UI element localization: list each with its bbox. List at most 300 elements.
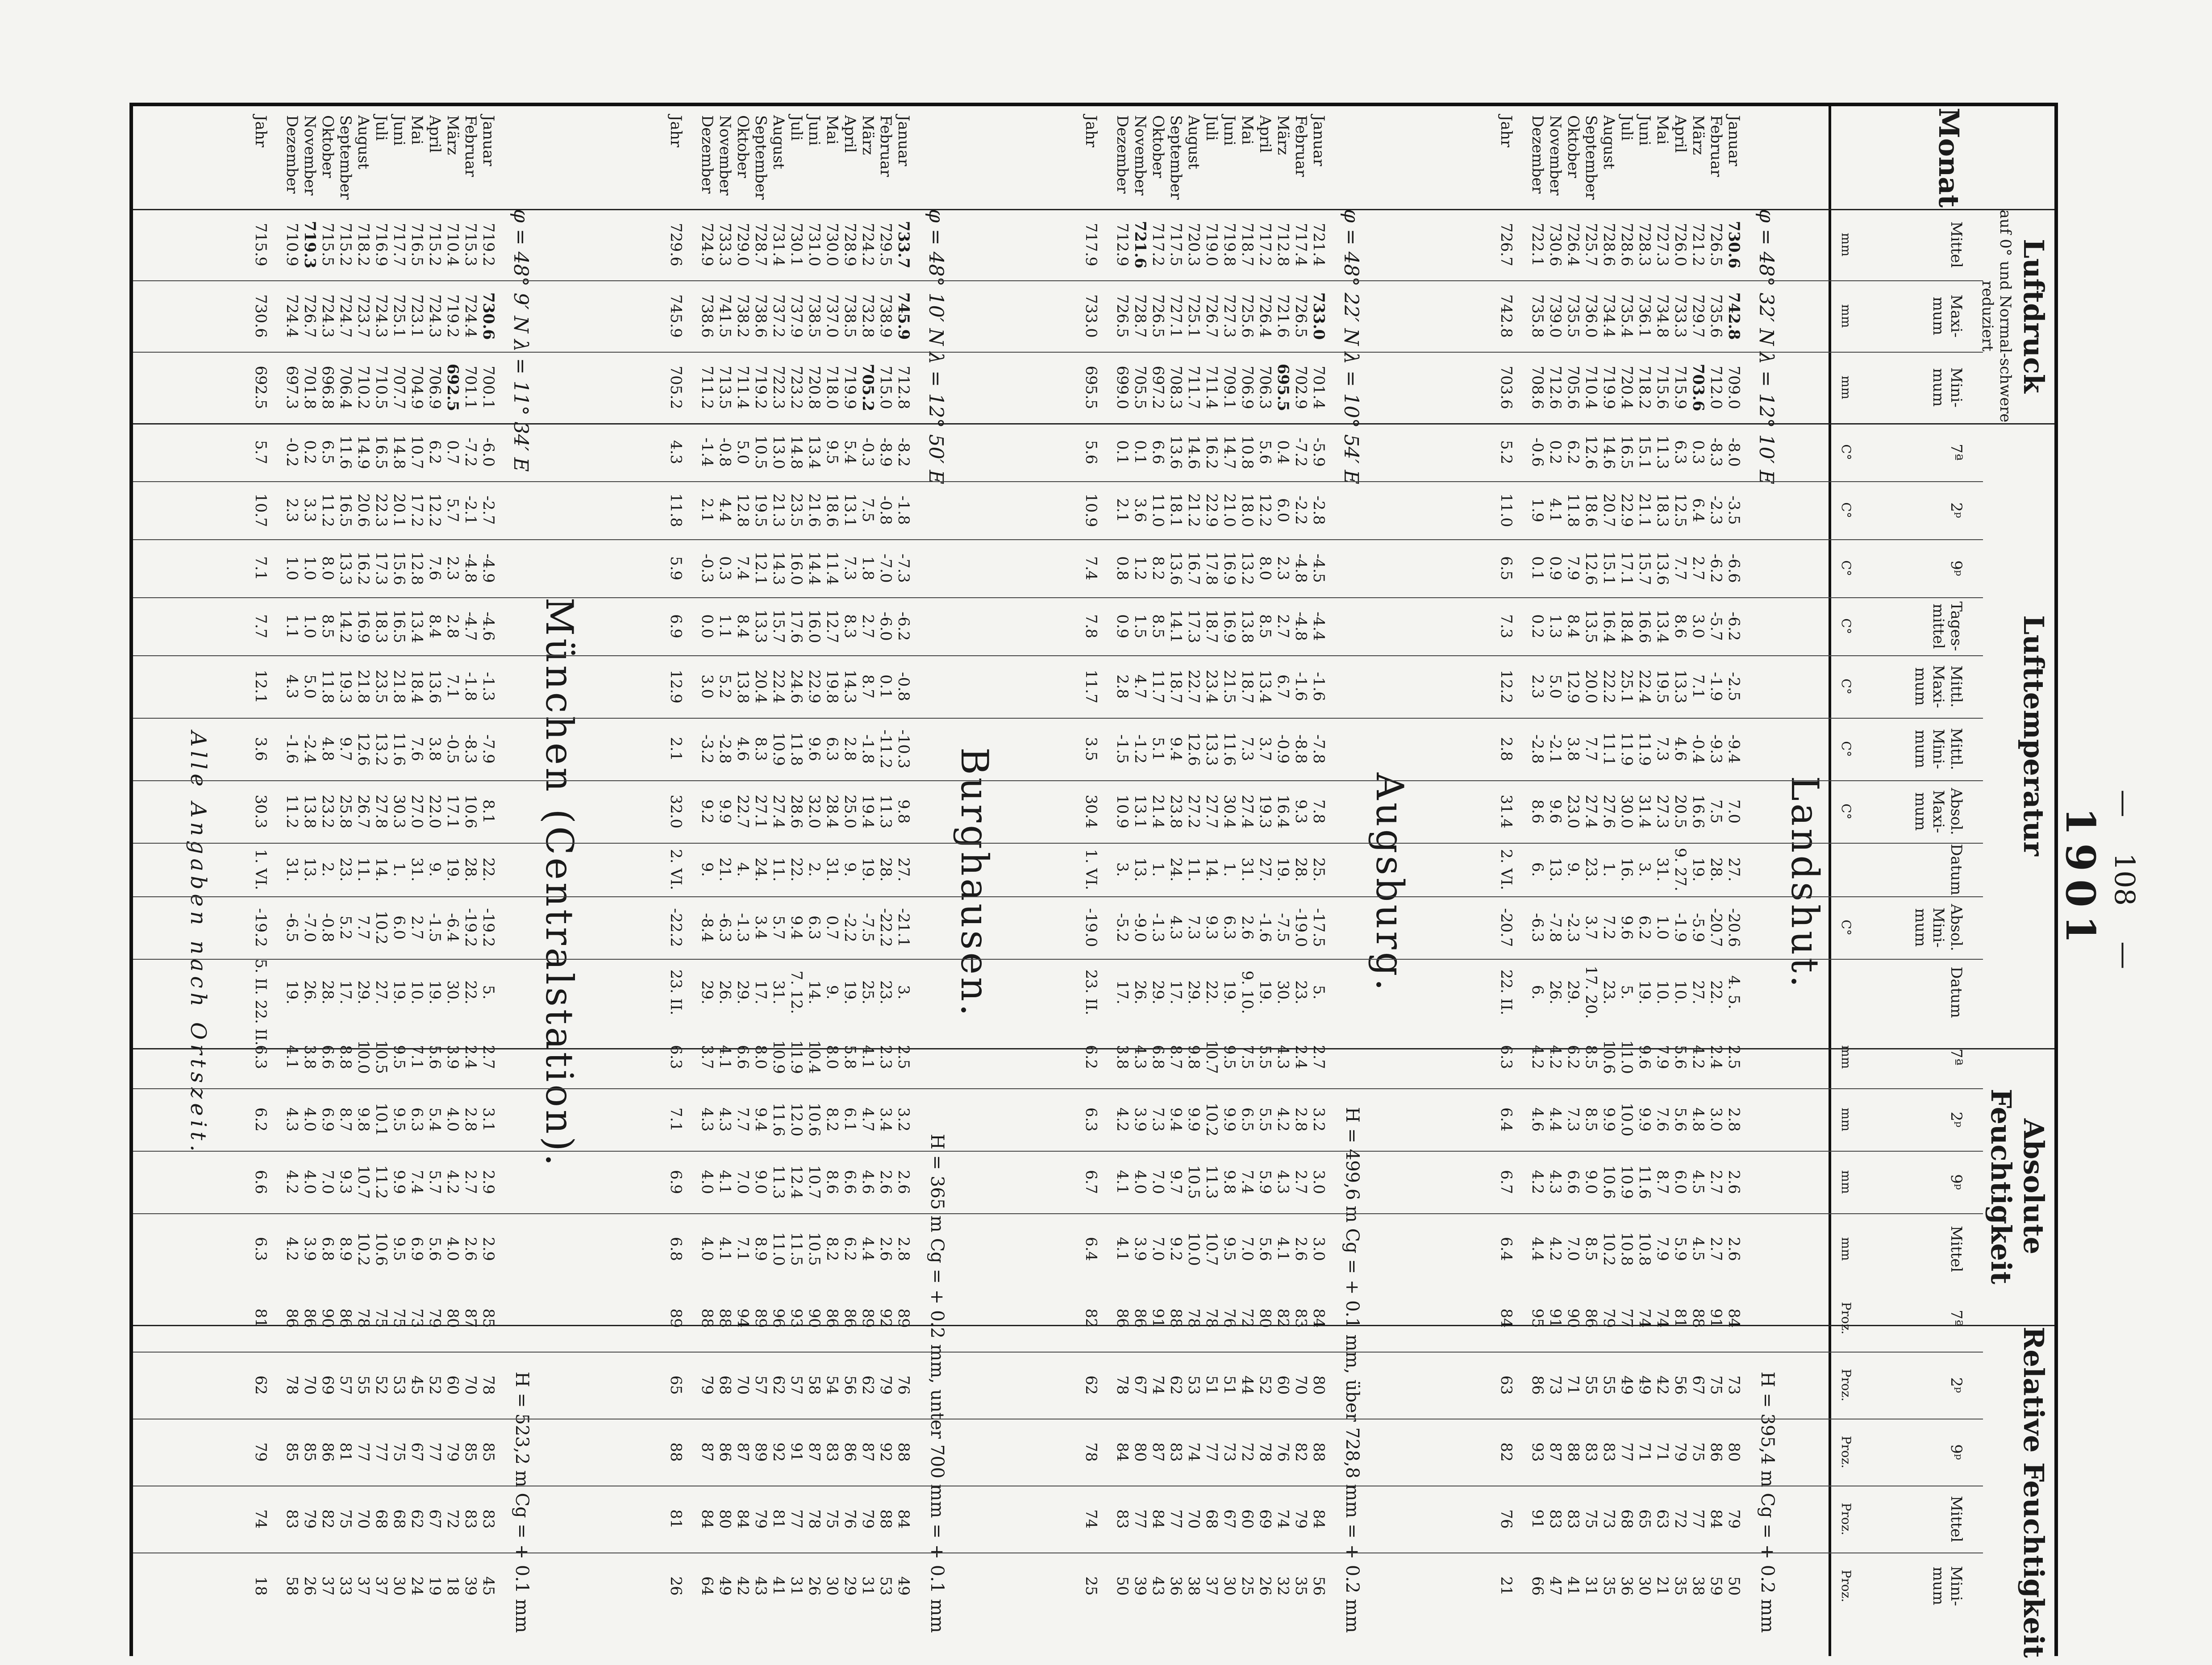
table-cell: 2.6 <box>1238 915 1256 940</box>
table-cell: -4.8 <box>1292 612 1310 641</box>
table-cell: 23. II. <box>1082 969 1100 1016</box>
table-cell: 0.3 <box>716 556 734 581</box>
table-cell: 10.2 <box>372 911 390 945</box>
table-cell: 4.8 <box>319 737 337 762</box>
table-cell: 9.6 <box>805 737 823 762</box>
unit-4: C° <box>1839 502 1854 518</box>
table-cell: 6.9 <box>408 1236 426 1261</box>
table-cell: 23. <box>877 980 895 1005</box>
table-cell: 17.1 <box>444 795 462 828</box>
table-cell: 4.1 <box>716 1236 734 1261</box>
table-cell: 92 <box>877 1308 895 1328</box>
table-cell: 22. <box>1707 980 1725 1005</box>
table-cell: 31. <box>408 857 426 882</box>
table-cell: 717.2 <box>1256 223 1274 266</box>
table-cell: 3.9 <box>301 1236 319 1261</box>
table-cell: 53 <box>877 1576 895 1596</box>
table-cell: 10.2 <box>1203 1103 1221 1136</box>
column-divider <box>133 1088 1983 1089</box>
table-cell: 78 <box>479 1375 497 1395</box>
table-cell: -2.8 <box>1529 734 1546 764</box>
table-cell: 31. <box>283 857 301 882</box>
table-cell: 10.7 <box>805 1165 823 1199</box>
table-cell: 52 <box>1256 1375 1274 1395</box>
table-cell: 713.5 <box>716 366 734 409</box>
subheader-19: 9ᵖ <box>1947 1444 1965 1460</box>
table-cell: 79 <box>1600 1308 1618 1328</box>
table-cell: 6.2 <box>1082 1045 1100 1070</box>
month-label: Jahr <box>252 115 270 148</box>
table-cell: 80 <box>1310 1375 1328 1395</box>
table-cell: 90 <box>805 1308 823 1328</box>
month-label: April <box>426 115 444 153</box>
table-cell: 4.8 <box>1689 1107 1707 1132</box>
table-cell: -19.0 <box>1292 908 1310 947</box>
month-label: Mai <box>823 115 841 145</box>
table-cell: 6.7 <box>1274 674 1292 699</box>
table-cell: 717.4 <box>1292 223 1310 266</box>
table-cell: 742.8 <box>1497 294 1515 338</box>
table-cell: 7.8 <box>1310 799 1328 824</box>
table-cell: 5.7 <box>252 440 270 465</box>
table-cell: 2.7 <box>1292 1170 1310 1195</box>
page-number: 108 <box>2108 853 2141 906</box>
table-cell: 57 <box>337 1375 354 1395</box>
table-cell: 739.0 <box>1546 294 1564 338</box>
table-cell: 85 <box>462 1442 479 1462</box>
table-cell: 8.5 <box>1582 1045 1600 1070</box>
subheader-12: Datum <box>1947 966 1965 1018</box>
table-cell: 13.4 <box>1654 609 1671 643</box>
table-cell: 28.4 <box>823 795 841 828</box>
table-cell: -4.9 <box>479 554 497 583</box>
table-cell: 13. <box>301 857 319 882</box>
table-cell: -4.7 <box>462 612 479 641</box>
table-cell: 0.1 <box>1113 440 1131 465</box>
table-cell: -0.8 <box>319 913 337 942</box>
table-cell: 708.3 <box>1167 366 1185 409</box>
table-cell: 90 <box>1564 1308 1582 1328</box>
month-label: August <box>770 115 787 170</box>
table-cell: 705.6 <box>1564 366 1582 409</box>
table-cell: 719.2 <box>479 223 497 266</box>
unit-5: C° <box>1839 560 1854 576</box>
table-cell: 7.0 <box>1149 1236 1167 1261</box>
table-cell: 21.8 <box>390 670 408 703</box>
table-cell: 81 <box>770 1509 787 1529</box>
unit-20: Proz. <box>1839 1503 1854 1536</box>
table-cell: 8.4 <box>734 614 752 639</box>
table-cell: 726.5 <box>1149 294 1167 338</box>
table-cell: 745.9 <box>895 292 912 340</box>
table-cell: 79 <box>1671 1442 1689 1462</box>
table-cell: 2.8 <box>841 737 859 762</box>
table-cell: 735.5 <box>1564 294 1582 338</box>
table-cell: 21.5 <box>1221 670 1238 703</box>
table-cell: 60 <box>1274 1375 1292 1395</box>
table-cell: -19.0 <box>1082 908 1100 947</box>
table-cell: -9.3 <box>1707 734 1725 764</box>
station-elevation: H = 365 m Cg = + 0.2 mm, unter 700 mm = + 0.1 mm <box>927 1134 947 1633</box>
table-cell: 11.5 <box>787 1232 805 1266</box>
table-cell: 26 <box>301 1576 319 1596</box>
table-cell: 88 <box>667 1442 685 1462</box>
table-cell: 7.0 <box>734 1170 752 1195</box>
month-label: November <box>1131 115 1149 196</box>
table-cell: 4.3 <box>1167 915 1185 940</box>
table-cell: 9.4 <box>787 915 805 940</box>
table-cell: 88 <box>1564 1442 1582 1462</box>
table-cell: 4. <box>734 862 752 877</box>
table-cell: 19. <box>444 857 462 882</box>
table-cell: 733.3 <box>716 223 734 266</box>
table-cell: 18 <box>444 1576 462 1596</box>
table-cell: 19.5 <box>752 493 770 527</box>
table-cell: 10.5 <box>752 435 770 469</box>
table-cell: 74 <box>252 1509 270 1529</box>
table-cell: 737.0 <box>823 294 841 338</box>
table-cell: 67 <box>1689 1375 1707 1395</box>
table-cell: 9.8 <box>1221 1170 1238 1195</box>
table-cell: 695.5 <box>1082 366 1100 409</box>
table-cell: 59 <box>1707 1576 1725 1596</box>
table-cell: 5.8 <box>841 1045 859 1070</box>
table-cell: 19. <box>1256 980 1274 1005</box>
table-cell: 6.1 <box>841 1107 859 1132</box>
table-cell: 6.9 <box>667 1170 685 1195</box>
table-cell: 6.3 <box>805 915 823 940</box>
station-elevation: H = 523,2 m Cg = + 0.1 mm <box>512 1371 532 1633</box>
table-cell: -5.2 <box>1113 913 1131 942</box>
table-cell: 731.4 <box>770 223 787 266</box>
table-cell: 721.2 <box>1689 223 1707 266</box>
table-cell: 8.7 <box>337 1107 354 1132</box>
table-cell: 56 <box>1671 1375 1689 1395</box>
table-cell: 31 <box>787 1576 805 1596</box>
table-cell: 11.0 <box>770 1232 787 1266</box>
table-cell: 74 <box>1082 1509 1100 1529</box>
table-cell: 7.5 <box>1238 1045 1256 1070</box>
table-cell: 55 <box>354 1375 372 1395</box>
table-cell: 20.4 <box>752 670 770 703</box>
table-cell: 5. <box>479 985 497 1000</box>
table-cell: 56 <box>841 1375 859 1395</box>
table-cell: 94 <box>734 1308 752 1328</box>
table-cell: -0.6 <box>1529 437 1546 467</box>
column-divider <box>133 481 1983 482</box>
table-cell: 5.6 <box>1256 1236 1274 1261</box>
unit-19: Proz. <box>1839 1436 1854 1469</box>
table-cell: 10.7 <box>252 493 270 527</box>
table-cell: 75 <box>1689 1442 1707 1462</box>
table-cell: 75 <box>1582 1509 1600 1529</box>
table-cell: 719.2 <box>444 294 462 338</box>
table-cell: 24. <box>1167 857 1185 882</box>
table-cell: 3.8 <box>1113 1045 1131 1070</box>
station-section <box>572 106 996 1660</box>
table-cell: 3.2 <box>895 1107 912 1132</box>
station-section <box>157 106 581 1660</box>
table-cell: 81 <box>252 1308 270 1328</box>
table-cell: 3.2 <box>1310 1107 1328 1132</box>
table-cell: 9. <box>426 862 444 877</box>
table-cell: -5.7 <box>1707 612 1725 641</box>
table-cell: 30 <box>1636 1576 1654 1596</box>
table-cell: 45 <box>479 1576 497 1596</box>
table-cell: 28. <box>1707 857 1725 882</box>
table-cell: 11.1 <box>1600 732 1618 766</box>
table-cell: 7.3 <box>1149 1107 1167 1132</box>
table-cell: 726.4 <box>1564 223 1582 266</box>
subheader-11: Absol. Mini-mum <box>1912 904 1965 951</box>
table-cell: 717.2 <box>1149 223 1167 266</box>
table-cell: 6.3 <box>823 737 841 762</box>
table-cell: 16.5 <box>390 609 408 643</box>
table-cell: 27.3 <box>1654 795 1671 828</box>
table-row <box>1239 106 1255 1660</box>
table-cell: 11.2 <box>283 795 301 828</box>
table-cell: 66 <box>1529 1576 1546 1596</box>
table-cell: 20.7 <box>1600 493 1618 527</box>
table-cell: 5.6 <box>1256 440 1274 465</box>
table-cell: 78 <box>354 1308 372 1328</box>
table-cell: 10.2 <box>354 1232 372 1266</box>
table-cell: -1.3 <box>1149 913 1167 942</box>
table-cell: 715.0 <box>877 366 895 409</box>
table-cell: 731.0 <box>805 223 823 266</box>
table-cell: 2.1 <box>698 498 716 523</box>
table-row <box>355 106 371 1660</box>
table-row <box>1619 106 1635 1660</box>
table-cell: 9.9 <box>390 1170 408 1195</box>
table-cell: 75 <box>1707 1375 1725 1395</box>
table-row <box>391 106 407 1660</box>
table-cell: 2.8 <box>895 1236 912 1261</box>
table-cell: 7.4 <box>734 556 752 581</box>
table-cell: 17.3 <box>372 551 390 585</box>
table-cell: 721.6 <box>1131 221 1149 269</box>
table-cell: 3.6 <box>1131 498 1149 523</box>
table-cell: 83 <box>1546 1509 1564 1529</box>
table-cell: 9.4 <box>1167 737 1185 762</box>
table-cell: 9.7 <box>1167 1170 1185 1195</box>
table-cell: 729.6 <box>667 223 685 266</box>
table-cell: -1.9 <box>1707 672 1725 701</box>
table-cell: 2.1 <box>667 737 685 762</box>
table-cell: 12.5 <box>1671 493 1689 527</box>
table-cell: 83 <box>283 1509 301 1529</box>
table-cell: 4.0 <box>301 1107 319 1132</box>
table-cell: 701.4 <box>1310 366 1328 409</box>
table-cell: 4.2 <box>444 1170 462 1195</box>
table-cell: 737.2 <box>770 294 787 338</box>
table-cell: 737.9 <box>787 294 805 338</box>
table-cell: 2. VI. <box>667 849 685 891</box>
table-cell: 19. <box>841 980 859 1005</box>
table-cell: 12.1 <box>752 551 770 585</box>
table-cell: -2.2 <box>1292 495 1310 525</box>
table-cell: 10.0 <box>1185 1232 1203 1266</box>
table-cell: 60 <box>1238 1509 1256 1529</box>
table-cell: 8.0 <box>1256 556 1274 581</box>
table-cell: 14.7 <box>1221 435 1238 469</box>
table-cell: 26.7 <box>354 795 372 828</box>
table-cell: 8.5 <box>1582 1236 1600 1261</box>
table-cell: 10.9 <box>770 732 787 766</box>
table-cell: 2. <box>805 862 823 877</box>
month-label: Februar <box>877 115 895 177</box>
table-cell: 72 <box>1238 1442 1256 1462</box>
table-cell: 11.8 <box>1564 493 1582 527</box>
table-cell: 9. <box>823 985 841 1000</box>
table-cell: -1.3 <box>734 913 752 942</box>
table-cell: -10.3 <box>895 729 912 769</box>
table-cell: 9.5 <box>1221 1236 1238 1261</box>
table-cell: 11.8 <box>787 732 805 766</box>
table-cell: 29. <box>1564 980 1582 1005</box>
table-cell: 729.5 <box>877 223 895 266</box>
table-cell: 63 <box>1654 1509 1671 1529</box>
table-cell: 5.9 <box>1256 1170 1274 1195</box>
table-cell: 22.4 <box>770 670 787 703</box>
table-cell: 82 <box>1082 1308 1100 1328</box>
table-row <box>1601 106 1617 1660</box>
table-row <box>284 106 300 1660</box>
table-cell: 715.6 <box>1654 366 1671 409</box>
table-cell: 93 <box>787 1308 805 1328</box>
month-label: August <box>354 115 372 170</box>
table-cell: 67 <box>1221 1509 1238 1529</box>
table-cell: 23.5 <box>372 670 390 703</box>
table-cell: 13.6 <box>1167 435 1185 469</box>
table-cell: -2.7 <box>479 495 497 525</box>
table-cell: -6.2 <box>1707 554 1725 583</box>
table-cell: 4.1 <box>283 1045 301 1070</box>
table-cell: 0.7 <box>444 440 462 465</box>
table-cell: 25 <box>1238 1576 1256 1596</box>
table-cell: 16.2 <box>354 551 372 585</box>
table-cell: -7.0 <box>301 913 319 942</box>
table-cell: 4.2 <box>1274 1107 1292 1132</box>
table-cell: 70 <box>354 1509 372 1529</box>
table-cell: 89 <box>895 1308 912 1328</box>
table-cell: 23.0 <box>1564 795 1582 828</box>
table-cell: 4.4 <box>716 498 734 523</box>
table-cell: 10. <box>1654 980 1671 1005</box>
table-cell: -4.6 <box>479 612 497 641</box>
table-cell: -4.4 <box>1310 612 1328 641</box>
table-cell: -2.1 <box>462 495 479 525</box>
table-cell: 28. <box>877 857 895 882</box>
table-cell: 6. <box>1529 985 1546 1000</box>
table-cell: 10.6 <box>1600 1040 1618 1074</box>
table-cell: 709.0 <box>1725 366 1743 409</box>
table-cell: 4.3 <box>667 440 685 465</box>
page-header <box>2103 103 2147 1656</box>
table-cell: 27. <box>1725 857 1743 882</box>
table-cell: 2.3 <box>283 498 301 523</box>
table-row <box>1708 106 1724 1660</box>
table-cell: 58 <box>283 1576 301 1596</box>
table-cell: 82 <box>319 1509 337 1529</box>
table-cell: 10.6 <box>372 1232 390 1266</box>
table-cell: 4.3 <box>698 1107 716 1132</box>
table-cell: 705.2 <box>667 366 685 409</box>
table-cell: 726.5 <box>1707 223 1725 266</box>
table-cell: 11.3 <box>770 1165 787 1199</box>
table-cell: 9.0 <box>1582 1170 1600 1195</box>
table-cell: 2.3 <box>444 556 462 581</box>
table-cell: 710.9 <box>283 223 301 266</box>
table-cell: 27. <box>1256 857 1274 882</box>
table-cell: 88 <box>895 1442 912 1462</box>
table-cell: 2.8 <box>1497 737 1515 762</box>
table-cell: 70 <box>462 1375 479 1395</box>
table-cell: 12.2 <box>1256 493 1274 527</box>
table-cell: 3.9 <box>1131 1107 1149 1132</box>
month-label: Mai <box>1654 115 1671 145</box>
table-cell: 3.7 <box>698 1045 716 1070</box>
table-cell: 711.4 <box>734 366 752 409</box>
table-cell: 78 <box>805 1509 823 1529</box>
table-cell: 6.3 <box>408 1107 426 1132</box>
table-cell: 6.2 <box>841 1236 859 1261</box>
table-cell: 1. VI. <box>1082 849 1100 891</box>
table-cell: 82 <box>1292 1442 1310 1462</box>
table-cell: 711.2 <box>698 366 716 409</box>
table-cell: 704.9 <box>408 366 426 409</box>
page-number-dash-right: — <box>2108 941 2141 970</box>
climate-table <box>129 103 2058 1656</box>
table-cell: 3.9 <box>444 1045 462 1070</box>
table-cell: 23. <box>337 857 354 882</box>
header-luftdruck-sub: auf 0° und Normal-schwere reduziert <box>1979 209 2014 423</box>
table-cell: 0.9 <box>1546 556 1564 581</box>
table-cell: 18.4 <box>1618 609 1636 643</box>
table-cell: 86 <box>1529 1375 1546 1395</box>
table-cell: 10.8 <box>1636 1232 1654 1266</box>
table-cell: 62 <box>1082 1375 1100 1395</box>
table-cell: 77 <box>1131 1509 1149 1529</box>
subheader-6: Tages-mittel <box>1929 601 1965 651</box>
table-cell: 62 <box>1167 1375 1185 1395</box>
table-cell: 85 <box>301 1442 319 1462</box>
table-cell: 77 <box>787 1509 805 1529</box>
table-cell: 728.9 <box>841 223 859 266</box>
table-cell: 738.6 <box>752 294 770 338</box>
table-cell: 712.9 <box>1113 223 1131 266</box>
table-cell: 745.9 <box>667 294 685 338</box>
unit-7: C° <box>1839 678 1854 695</box>
table-cell: 16. <box>1618 857 1636 882</box>
table-row <box>409 106 425 1660</box>
table-cell: 24.6 <box>787 670 805 703</box>
table-cell: 80 <box>1256 1308 1274 1328</box>
table-cell: 726.7 <box>1203 294 1221 338</box>
table-cell: 6.5 <box>1238 1107 1256 1132</box>
table-cell: -1.6 <box>1310 672 1328 701</box>
table-cell: 91 <box>1707 1308 1725 1328</box>
table-cell: 730.6 <box>479 292 497 340</box>
column-divider <box>133 896 1983 897</box>
table-cell: 0.1 <box>1131 440 1149 465</box>
table-cell: 8.6 <box>1671 614 1689 639</box>
table-row <box>1204 106 1220 1660</box>
table-cell: 86 <box>841 1308 859 1328</box>
table-cell: 22. <box>479 857 497 882</box>
table-row <box>806 106 822 1660</box>
table-cell: 6.2 <box>426 440 444 465</box>
